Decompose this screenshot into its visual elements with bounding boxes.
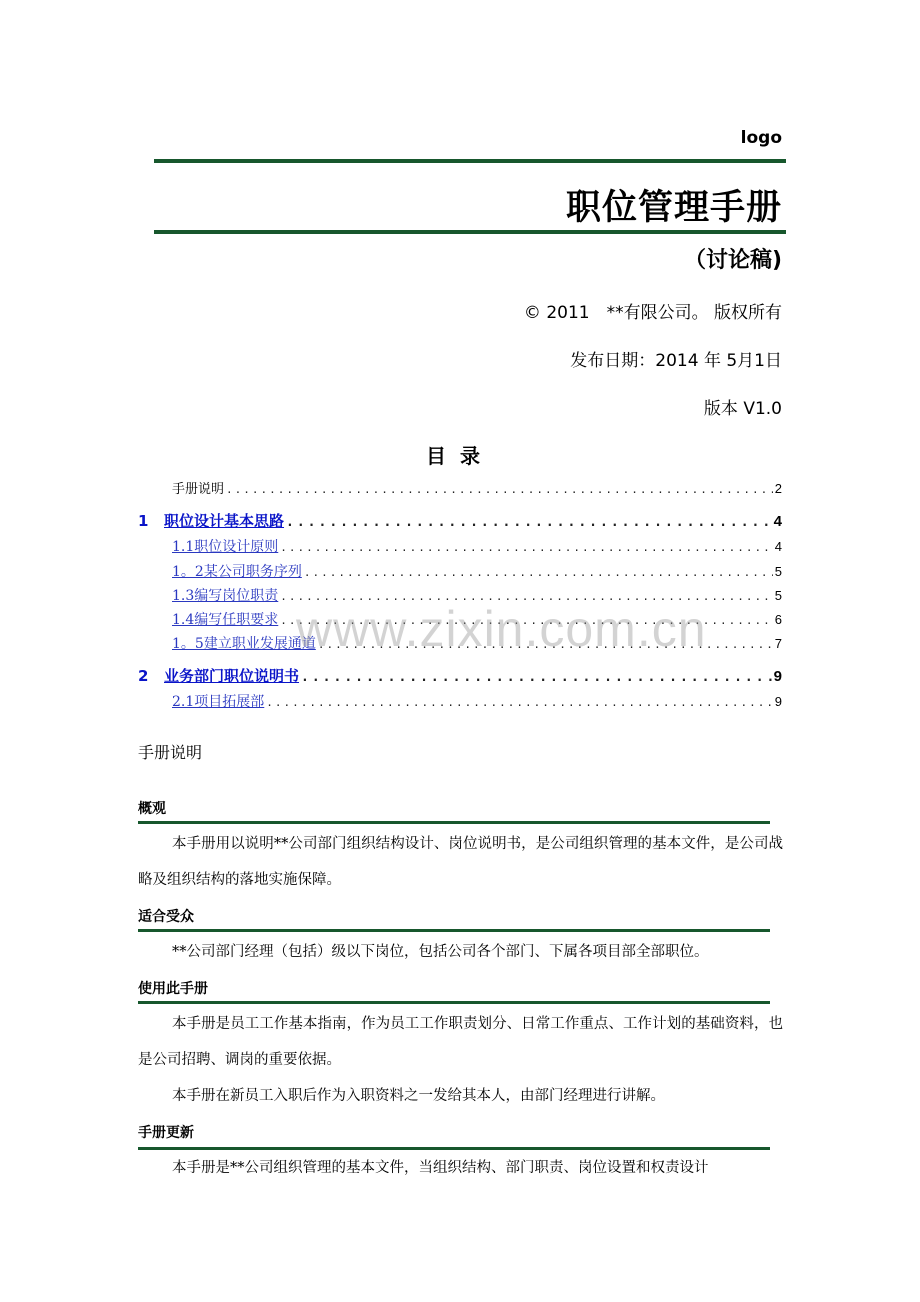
subsection-rule bbox=[138, 821, 770, 824]
toc-leader bbox=[286, 515, 772, 530]
subsection-heading: 概观 bbox=[138, 801, 166, 817]
publish-date: 发布日期：2014 年 5月1日 bbox=[570, 351, 782, 371]
subsection-heading: 手册更新 bbox=[138, 1125, 194, 1141]
subsection-rule bbox=[138, 1001, 770, 1004]
subsection-rule bbox=[138, 929, 770, 932]
paragraph: 本手册用以说明**公司部门组织结构设计、岗位说明书，是公司组织管理的基本文件，是公司战略及组织结构的落地实施保障。 bbox=[138, 836, 783, 888]
toc-entry-label[interactable]: 2.1项目拓展部 bbox=[172, 694, 265, 710]
section-title: 手册说明 bbox=[138, 743, 203, 762]
toc-page-number: 9 bbox=[774, 694, 782, 709]
toc-leader bbox=[266, 696, 773, 709]
toc-entry-chapter-1[interactable] bbox=[138, 510, 782, 531]
toc-chapter-number: 2 bbox=[138, 667, 149, 685]
logo: logo bbox=[740, 128, 782, 148]
toc-page-number: 5 bbox=[774, 564, 782, 579]
paragraph: **公司部门经理（包括）级以下岗位，包括公司各个部门、下属各项目部全部职位。 bbox=[172, 944, 709, 960]
toc-entry[interactable] bbox=[172, 536, 782, 556]
toc-page-number: 4 bbox=[773, 513, 782, 530]
toc-page-number: 9 bbox=[773, 668, 782, 685]
toc-entry-label[interactable]: 1。5建立职业发展通道 bbox=[172, 636, 316, 652]
toc-entry-label: 手册说明 bbox=[172, 482, 225, 497]
toc-entry-label[interactable] bbox=[138, 665, 301, 686]
toc-entry-label[interactable]: 1。2某公司职务序列 bbox=[172, 564, 302, 580]
toc-chapter-title: 职位设计基本思路 bbox=[164, 512, 285, 530]
document-title: 职位管理手册 bbox=[565, 188, 782, 228]
toc-leader bbox=[304, 566, 773, 579]
toc-leader bbox=[280, 541, 773, 554]
toc-page-number: 4 bbox=[774, 539, 782, 554]
title-rule-bottom bbox=[154, 230, 786, 234]
toc-entry-label[interactable] bbox=[138, 510, 286, 531]
subsection-heading: 适合受众 bbox=[138, 909, 194, 925]
toc-entry-label[interactable]: 1.3编写岗位职责 bbox=[172, 588, 279, 604]
toc-entry-chapter-2[interactable] bbox=[138, 665, 782, 686]
toc-page-number: 5 bbox=[774, 588, 782, 603]
title-rule-top bbox=[154, 159, 786, 163]
toc-entry-label[interactable]: 1.1职位设计原则 bbox=[172, 539, 279, 555]
version-label: 版本 V1.0 bbox=[703, 399, 782, 419]
watermark: www.zixin.com.cn bbox=[296, 601, 707, 657]
toc-entry[interactable] bbox=[172, 478, 782, 497]
toc-leader bbox=[301, 670, 772, 685]
document-subtitle: （讨论稿) bbox=[683, 248, 782, 273]
toc-title: 目录 bbox=[426, 444, 494, 468]
copyright-line: © 2011 **有限公司。 版权所有 bbox=[523, 303, 782, 323]
toc-page-number: 2 bbox=[774, 481, 782, 496]
paragraph: 本手册是**公司组织管理的基本文件，当组织结构、部门职责、岗位设置和权责设计 bbox=[172, 1160, 709, 1176]
toc-chapter-number: 1 bbox=[138, 512, 149, 530]
toc-page-number: 6 bbox=[774, 612, 782, 627]
subsection-heading: 使用此手册 bbox=[138, 981, 208, 997]
toc-page-number: 7 bbox=[774, 636, 782, 651]
paragraph: 本手册是员工工作基本指南，作为员工工作职责划分、日常工作重点、工作计划的基础资料，也是公司招聘、调岗的重要依据。 bbox=[138, 1016, 783, 1068]
toc-entry-label[interactable]: 1.4编写任职要求 bbox=[172, 612, 279, 628]
toc-entry[interactable] bbox=[172, 561, 782, 581]
toc-chapter-title: 业务部门职位说明书 bbox=[164, 667, 300, 685]
toc-entry[interactable] bbox=[172, 691, 782, 711]
toc-leader bbox=[226, 483, 773, 496]
paragraph: 本手册在新员工入职后作为入职资料之一发给其本人，由部门经理进行讲解。 bbox=[172, 1088, 665, 1104]
